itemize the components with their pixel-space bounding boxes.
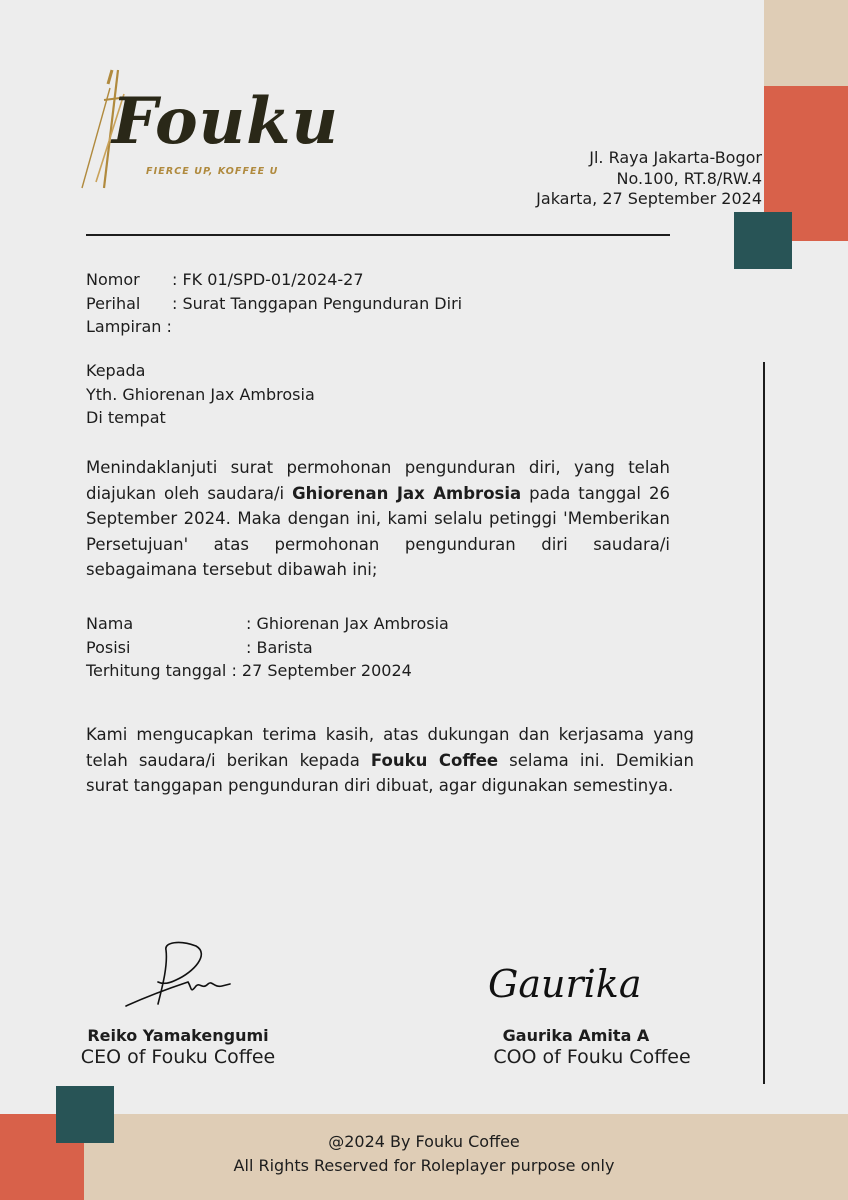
p1-text-b: pada tanggal 26 September 2024. Maka dengan ini, kami selalu petinggi 'Memberikan Persetujuan' atas permohonan pengunduran diri saudara/i sebagaimana tersebut dibawah ini;	[86, 483, 670, 579]
coo-signature-scribble	[486, 955, 656, 1015]
decor-vertical-line	[763, 362, 765, 1084]
detail-row	[86, 659, 449, 683]
ceo-signature-scribble	[118, 938, 238, 1013]
p1-text-a: Menindaklanjuti surat permohonan pengunduran diri, yang telah diajukan oleh saudara/i	[86, 458, 670, 503]
nomor-value: : FK 01/SPD-01/2024-27	[172, 270, 364, 289]
coo-signature-text: Gaurika	[488, 962, 642, 1006]
letter-meta	[86, 268, 462, 339]
detail-row	[86, 612, 449, 636]
address-line-2: No.100, RT.8/RW.4	[616, 168, 762, 188]
recipient-location: Di tempat	[86, 408, 166, 427]
ceo-title: CEO of Fouku Coffee	[80, 1046, 276, 1068]
p2-text-b: selama ini. Demikian surat tanggapan pengunduran diri dibuat, agar digunakan semestinya.	[86, 750, 694, 795]
p2-text-a: Kami mengucapkan terima kasih, atas dukungan dan kerjasama yang telah saudara/i berikan kepada	[86, 725, 694, 770]
decor-block-beige-top	[764, 0, 848, 86]
coo-signature	[486, 955, 656, 1015]
footer-rights: All Rights Reserved for Roleplayer purpose only	[233, 1156, 615, 1175]
detail-value-nama: : Ghiorenan Jax Ambrosia	[246, 614, 449, 633]
header-divider	[86, 234, 670, 236]
coo-title: COO of Fouku Coffee	[493, 1046, 691, 1068]
detail-row	[86, 636, 449, 660]
p1-employee-name: Ghiorenan Jax Ambrosia	[292, 483, 522, 503]
detail-value-tanggal: : 27 September 20024	[231, 661, 412, 680]
perihal-value: : Surat Tanggapan Pengunduran Diri	[172, 293, 463, 313]
recipient-block	[86, 359, 315, 430]
logo-wordmark: Fouku	[112, 84, 340, 159]
lampiran-label: Lampiran :	[86, 317, 172, 336]
body-paragraph-2	[86, 722, 694, 799]
recipient-name: Yth. Ghiorenan Jax Ambrosia	[86, 384, 315, 404]
detail-label-nama: Nama	[86, 614, 134, 633]
detail-label-posisi: Posisi	[86, 637, 131, 657]
decor-block-teal-top	[734, 212, 792, 269]
ceo-name: Reiko Yamakengumi	[87, 1026, 269, 1045]
recipient-greeting: Kepada	[86, 361, 146, 380]
p2-company-name: Fouku Coffee	[370, 750, 499, 770]
detail-value-posisi: : Barista	[246, 637, 313, 657]
coo-name: Gaurika Amita A	[502, 1026, 650, 1045]
ceo-signature	[118, 938, 238, 1013]
footer-copyright: @2024 By Fouku Coffee	[328, 1132, 520, 1151]
employee-details	[86, 612, 449, 683]
logo-tagline: FIERCE UP, KOFFEE U	[146, 166, 279, 177]
detail-label-tanggal: Terhitung tanggal	[86, 661, 227, 680]
perihal-label: Perihal	[86, 293, 141, 313]
fouku-logo	[74, 64, 340, 194]
nomor-label: Nomor	[86, 270, 140, 289]
company-address	[536, 148, 762, 210]
address-line-1: Jl. Raya Jakarta-Bogor	[589, 148, 762, 167]
body-paragraph-1	[86, 455, 670, 583]
address-date: Jakarta, 27 September 2024	[536, 189, 762, 208]
